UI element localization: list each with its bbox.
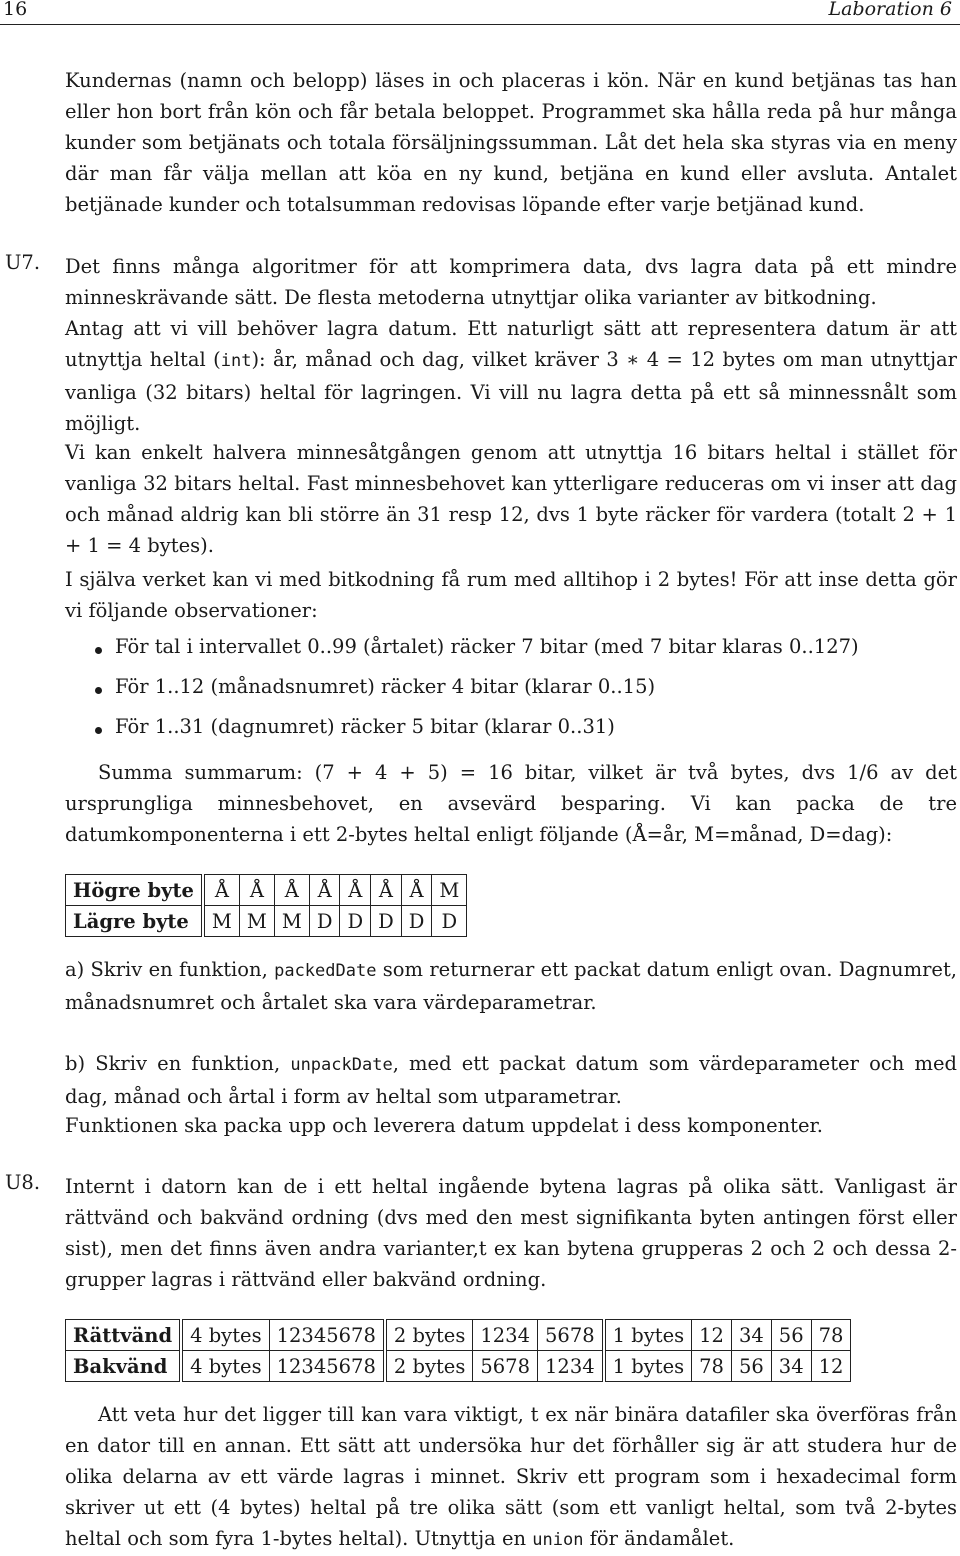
byte-order-table	[65, 1319, 851, 1382]
bit-cell: M	[274, 906, 309, 937]
exercise-label-u7: U7.	[5, 251, 41, 274]
row-label: Rättvänd	[66, 1320, 182, 1351]
table-row	[66, 906, 467, 937]
size-cell: 1 bytes	[604, 1320, 692, 1351]
bit-cell: D	[401, 906, 432, 937]
u8-paragraph-2	[65, 1399, 957, 1556]
bullet-dot	[95, 647, 102, 654]
bit-cell: M	[432, 875, 467, 906]
bit-cell: D	[371, 906, 402, 937]
u7-paragraph-4: I själva verket kan vi med bitkodning få rum med alltihop i 2 bytes! För att inse detta gör vi följande observationer:	[65, 568, 957, 622]
value-cell: 1234	[473, 1320, 538, 1351]
value-cell: 12	[811, 1351, 851, 1382]
value-cell: 78	[811, 1320, 851, 1351]
bullet-item: För 1..12 (månadsnumret) räcker 4 bitar (klarar 0..15)	[115, 675, 656, 698]
value-cell: 12	[692, 1320, 732, 1351]
value-cell: 5678	[538, 1320, 604, 1351]
u8-paragraph-1: Internt i datorn kan de i ett heltal ingående bytena lagras på olika sätt. Vanligast är rättvänd och bakvänd ordning (dvs med den mest signifikanta byten antingen först eller sist), men det finns även andra varianter,t ex kan bytena grupperas 2 och 2 och dessa 2- grupper lagras i rättvänd eller bakvänd ordning.	[65, 1175, 957, 1291]
u7-p2-text-b: ): år, månad och dag, vilket kräver 3 ∗ 4 = 12 bytes om man utnyttjar vanliga (32 bitars) heltal för lagringen. Vi vill nu lagra detta på ett så minnessnålt som möjligt.	[65, 348, 958, 435]
table-row	[66, 1320, 851, 1351]
value-cell: 34	[731, 1320, 771, 1351]
bit-cell: D	[340, 906, 371, 937]
bullet-item: För 1..31 (dagnumret) räcker 5 bitar (klarar 0..31)	[115, 715, 615, 738]
bit-cell: D	[432, 906, 467, 937]
u8-p2-text-b: för ändamålet.	[583, 1527, 735, 1550]
value-cell: 12345678	[269, 1351, 385, 1382]
code-int: int	[220, 351, 252, 371]
value-cell: 12345678	[269, 1320, 385, 1351]
u7-p2-text-a: Antag att vi vill behöver lagra datum. Ett naturligt sätt att representera datum är att utnyttja heltal (	[65, 317, 957, 371]
task-b-post: , med ett packat datum som värdeparameter och med dag, månad och årtal i form av heltal som utparametrar.	[65, 1052, 957, 1108]
bit-cell: Å	[340, 875, 371, 906]
bullet-dot	[95, 727, 102, 734]
value-cell: 56	[771, 1320, 811, 1351]
exercise-label-u8: U8.	[5, 1171, 41, 1194]
table-row	[66, 875, 467, 906]
u7-paragraph-5: Summa summarum: (7 + 4 + 5) = 16 bitar, vilket är två bytes, dvs 1/6 av det ursprungliga minnesbehovet, en avsevärd besparing. Vi kan packa de tre datumkomponenterna i ett 2-bytes heltal enligt följande (Å=år, M=månad, D=dag):	[65, 761, 957, 846]
bullet-dot	[95, 687, 102, 694]
bit-cell: Å	[309, 875, 340, 906]
value-cell: 5678	[473, 1351, 538, 1382]
size-cell: 2 bytes	[385, 1320, 473, 1351]
u7-paragraph-2	[65, 313, 957, 439]
row-label: Lägre byte	[66, 906, 203, 937]
u7-paragraph-3: Vi kan enkelt halvera minnesåtgången genom att utnyttja 16 bitars heltal i stället för vanliga 32 bitars heltal. Fast minnesbehovet kan ytterligare reduceras om vi inser att dag och månad aldrig kan bli större än 31 resp 12, dvs 1 byte räcker för vardera (totalt 2 + 1 + 1 = 4 bytes).	[65, 441, 957, 557]
intro-paragraph	[65, 65, 957, 220]
value-cell: 56	[731, 1351, 771, 1382]
size-cell: 4 bytes	[181, 1320, 269, 1351]
bit-cell: Å	[401, 875, 432, 906]
task-a-pre: a) Skriv en funktion,	[65, 958, 275, 981]
bit-cell: M	[239, 906, 274, 937]
size-cell: 2 bytes	[385, 1351, 473, 1382]
code-union: union	[532, 1530, 584, 1550]
bit-cell: D	[309, 906, 340, 937]
bit-layout-table	[65, 874, 467, 937]
code-packedDate: packedDate	[274, 961, 377, 981]
row-label: Högre byte	[66, 875, 203, 906]
page-number: 16	[3, 0, 28, 20]
size-cell: 1 bytes	[604, 1351, 692, 1382]
bit-cell: Å	[274, 875, 309, 906]
code-unpackDate: unpackDate	[290, 1055, 393, 1075]
row-label: Bakvänd	[66, 1351, 182, 1382]
bullet-item: För tal i intervallet 0..99 (årtalet) räcker 7 bitar (med 7 bitar klaras 0..127)	[115, 635, 859, 658]
task-b-line-2: Funktionen ska packa upp och leverera datum uppdelat i dess komponenter.	[65, 1114, 823, 1137]
bit-cell: Å	[203, 875, 239, 906]
intro-text: Kundernas (namn och belopp) läses in och placeras i kön. När en kund betjänas tas han eller hon bort från kön och får betala beloppet. Programmet ska hålla reda på hur många kunder som betjänats och totala försäljningssumman. Låt det hela ska styras via en meny där man får välja mellan att köa en ny kund, betjäna en kund eller avsluta. Antalet betjänade kunder och totalsumman redovisas löpande efter varje betjänad kund.	[65, 69, 957, 216]
u8-p2-text-a: Att veta hur det ligger till kan vara viktigt, t ex när binära datafiler ska överföras från en dator till en annan. Ett sätt att undersöka hur det förhåller sig är att studera hur de olika delarna av ett värde lagras i minnet. Skriv ett program som i hexadecimal form skriver ut ett (4 bytes) heltal på tre olika sätt (som ett vanligt heltal, som två 2-bytes heltal och som fyra 1-bytes heltal). Utnyttja en	[65, 1403, 957, 1550]
bit-cell: M	[203, 906, 239, 937]
running-title: Laboration 6	[828, 0, 952, 20]
bit-cell: Å	[371, 875, 402, 906]
size-cell: 4 bytes	[181, 1351, 269, 1382]
task-b	[65, 1048, 957, 1112]
value-cell: 1234	[538, 1351, 604, 1382]
u7-paragraph-1: Det finns många algoritmer för att komprimera data, dvs lagra data på ett mindre minneskrävande sätt. De flesta metoderna utnyttjar olika varianter av bitkodning.	[65, 255, 957, 309]
bit-cell: Å	[239, 875, 274, 906]
task-a-post: som returnerar ett packat datum enligt ovan. Dagnumret, månadsnumret och årtalet ska vara värdeparametrar.	[65, 958, 957, 1014]
table-row	[66, 1351, 851, 1382]
task-a	[65, 954, 957, 1018]
value-cell: 34	[771, 1351, 811, 1382]
header-rule	[0, 24, 960, 25]
value-cell: 78	[692, 1351, 732, 1382]
task-b-pre: b) Skriv en funktion,	[65, 1052, 291, 1075]
